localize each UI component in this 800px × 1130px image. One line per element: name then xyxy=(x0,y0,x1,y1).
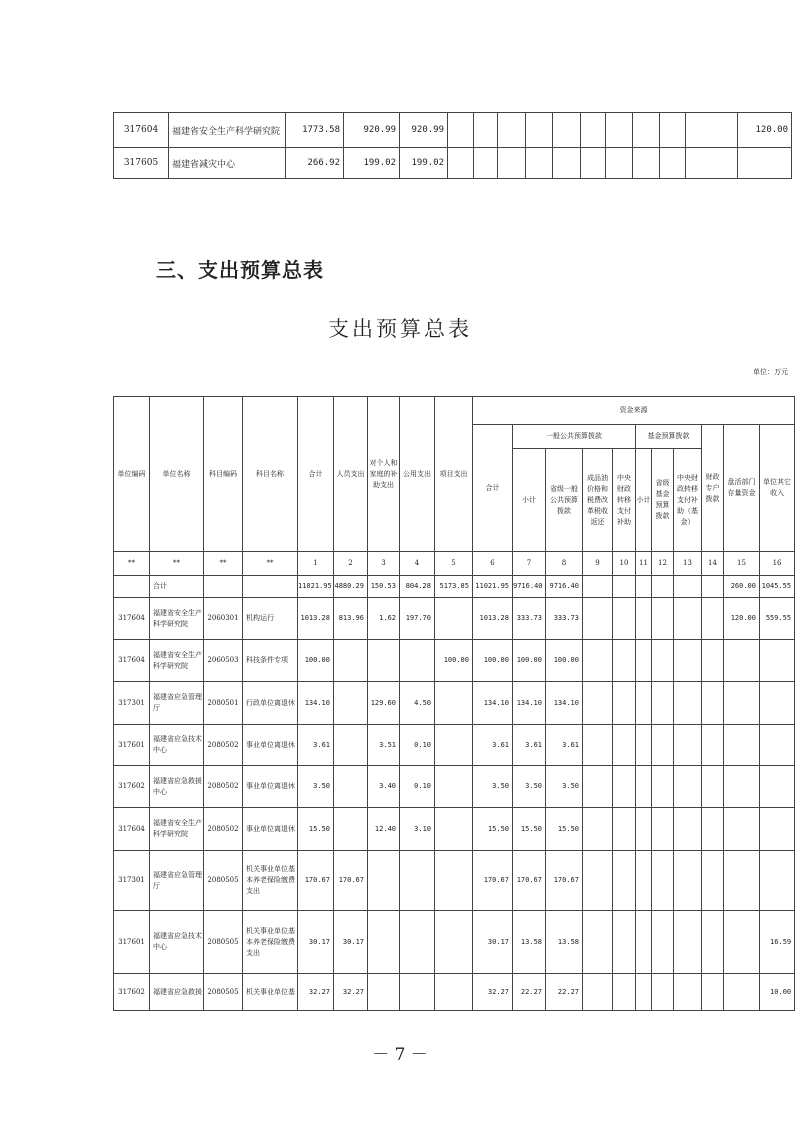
value-cell xyxy=(633,148,660,179)
value-cell: 11021.95 xyxy=(298,576,334,598)
value-cell: 9716.40 xyxy=(513,576,546,598)
value-cell xyxy=(738,148,792,179)
value-cell xyxy=(660,148,686,179)
header-personnel: 人员支出 xyxy=(334,397,368,552)
value-cell: 5173.85 xyxy=(435,576,473,598)
header-central-transfer: 中央财政转移支付补助 xyxy=(613,449,636,552)
value-cell: 32.27 xyxy=(298,974,334,1011)
value-cell xyxy=(583,640,613,682)
subject-name-cell: 事业单位离退休 xyxy=(243,725,298,766)
value-cell xyxy=(660,113,686,148)
value-cell: 3.50 xyxy=(546,766,583,808)
unit-code-cell: 317301 xyxy=(114,682,150,725)
value-cell xyxy=(760,851,795,911)
value-cell: 920.99 xyxy=(400,113,448,148)
header-price-tax-refund: 成品油价格和税费改革税收返还 xyxy=(583,449,613,552)
value-cell xyxy=(613,598,636,640)
header-total: 合计 xyxy=(298,397,334,552)
value-cell: 1.62 xyxy=(368,598,400,640)
unit-name-cell: 福建省应急管理厅 xyxy=(150,682,204,725)
value-cell xyxy=(652,808,674,851)
value-cell: 3.61 xyxy=(546,725,583,766)
value-cell xyxy=(583,766,613,808)
value-cell xyxy=(613,766,636,808)
header-funding-source: 资金来源 xyxy=(473,397,795,425)
column-marker: ** xyxy=(114,552,150,576)
value-cell xyxy=(435,974,473,1011)
value-cell xyxy=(435,682,473,725)
value-cell xyxy=(613,808,636,851)
value-cell: 15.50 xyxy=(298,808,334,851)
value-cell: 15.50 xyxy=(546,808,583,851)
value-cell xyxy=(702,974,724,1011)
table-row xyxy=(114,682,795,725)
unit-code-cell: 317605 xyxy=(114,148,169,179)
value-cell xyxy=(724,766,760,808)
value-cell xyxy=(448,113,474,148)
value-cell: 12.40 xyxy=(368,808,400,851)
total-label: 合计 xyxy=(150,576,204,598)
value-cell xyxy=(334,640,368,682)
value-cell: 3.51 xyxy=(368,725,400,766)
value-cell xyxy=(702,725,724,766)
header-unit-name: 单位名称 xyxy=(150,397,204,552)
table-row xyxy=(114,598,795,640)
value-cell xyxy=(526,113,553,148)
value-cell xyxy=(581,113,606,148)
value-cell xyxy=(760,725,795,766)
value-cell xyxy=(674,911,702,974)
table-row xyxy=(114,148,792,179)
value-cell xyxy=(498,148,526,179)
header-prov-fund: 省级基金预算拨款 xyxy=(652,449,674,552)
value-cell xyxy=(474,113,498,148)
value-cell xyxy=(583,682,613,725)
value-cell xyxy=(702,682,724,725)
subject-name-cell: 科技条件专项 xyxy=(243,640,298,682)
value-cell xyxy=(702,851,724,911)
value-cell xyxy=(686,148,738,179)
value-cell xyxy=(652,640,674,682)
value-cell xyxy=(702,576,724,598)
value-cell: 3.40 xyxy=(368,766,400,808)
unit-code-cell: 317301 xyxy=(114,851,150,911)
value-cell xyxy=(760,766,795,808)
value-cell xyxy=(368,911,400,974)
value-cell xyxy=(652,725,674,766)
header-subject-code: 科目编码 xyxy=(204,397,243,552)
value-cell: 15.50 xyxy=(513,808,546,851)
value-cell: 134.10 xyxy=(473,682,513,725)
value-cell xyxy=(435,808,473,851)
value-cell: 199.02 xyxy=(400,148,448,179)
unit-name-cell: 福建省应急技术中心 xyxy=(150,725,204,766)
value-cell: 3.61 xyxy=(473,725,513,766)
column-number: 4 xyxy=(400,552,435,576)
unit-label: 单位：万元 xyxy=(753,368,788,376)
value-cell: 170.67 xyxy=(513,851,546,911)
value-cell: 260.00 xyxy=(724,576,760,598)
value-cell xyxy=(636,911,652,974)
value-cell xyxy=(724,851,760,911)
value-cell xyxy=(724,682,760,725)
value-cell xyxy=(334,682,368,725)
value-cell xyxy=(652,974,674,1011)
value-cell xyxy=(613,725,636,766)
value-cell xyxy=(702,640,724,682)
value-cell xyxy=(636,576,652,598)
unit-name-cell: 福建省应急救援 xyxy=(150,974,204,1011)
value-cell xyxy=(674,766,702,808)
value-cell: 170.67 xyxy=(473,851,513,911)
value-cell xyxy=(674,682,702,725)
value-cell xyxy=(553,148,581,179)
unit-code-cell: 317601 xyxy=(114,911,150,974)
value-cell: 129.60 xyxy=(368,682,400,725)
value-cell xyxy=(702,911,724,974)
value-cell: 134.10 xyxy=(513,682,546,725)
value-cell: 3.50 xyxy=(513,766,546,808)
table-row xyxy=(114,113,792,148)
column-number: 13 xyxy=(674,552,702,576)
value-cell: 1013.28 xyxy=(298,598,334,640)
value-cell xyxy=(613,682,636,725)
table-row xyxy=(114,725,795,766)
unit-name-cell: 福建省应急管理厅 xyxy=(150,851,204,911)
header-central-fund: 中央财政转移支付补助（基金） xyxy=(674,449,702,552)
value-cell: 120.00 xyxy=(724,598,760,640)
value-cell: 3.61 xyxy=(298,725,334,766)
header-other-income: 单位其它收入 xyxy=(760,425,795,552)
header-public: 公用支出 xyxy=(400,397,435,552)
unit-code-cell: 317604 xyxy=(114,598,150,640)
column-number: 8 xyxy=(546,552,583,576)
value-cell xyxy=(652,766,674,808)
unit-name-cell: 福建省减灾中心 xyxy=(169,148,286,179)
value-cell xyxy=(652,682,674,725)
value-cell: 15.50 xyxy=(473,808,513,851)
value-cell xyxy=(636,640,652,682)
subject-code-cell: 2060301 xyxy=(204,598,243,640)
value-cell: 1773.58 xyxy=(286,113,344,148)
value-cell: 22.27 xyxy=(546,974,583,1011)
value-cell: 4.50 xyxy=(400,682,435,725)
value-cell xyxy=(606,113,633,148)
value-cell xyxy=(400,911,435,974)
value-cell xyxy=(633,113,660,148)
value-cell: 30.17 xyxy=(298,911,334,974)
subject-code-cell: 2080501 xyxy=(204,682,243,725)
unit-name-cell: 福建省应急技术中心 xyxy=(150,911,204,974)
value-cell: 3.50 xyxy=(298,766,334,808)
value-cell xyxy=(583,725,613,766)
value-cell: 100.00 xyxy=(513,640,546,682)
value-cell: 100.00 xyxy=(546,640,583,682)
value-cell: 333.73 xyxy=(546,598,583,640)
value-cell xyxy=(334,725,368,766)
unit-code-cell: 317602 xyxy=(114,974,150,1011)
value-cell: 3.10 xyxy=(400,808,435,851)
previous-table-continuation xyxy=(113,112,792,179)
value-cell xyxy=(636,851,652,911)
value-cell: 30.17 xyxy=(334,911,368,974)
value-cell xyxy=(368,851,400,911)
column-number: 10 xyxy=(613,552,636,576)
table-row xyxy=(114,766,795,808)
value-cell: 3.61 xyxy=(513,725,546,766)
subject-name-cell: 事业单位离退休 xyxy=(243,808,298,851)
value-cell: 32.27 xyxy=(473,974,513,1011)
unit-code-cell: 317604 xyxy=(114,640,150,682)
value-cell xyxy=(724,640,760,682)
value-cell: 13.58 xyxy=(546,911,583,974)
subject-code-cell: 2080502 xyxy=(204,725,243,766)
column-number: 12 xyxy=(652,552,674,576)
value-cell: 100.00 xyxy=(435,640,473,682)
header-subtotal: 小计 xyxy=(513,449,546,552)
value-cell xyxy=(636,682,652,725)
value-cell xyxy=(613,640,636,682)
header-unit-code: 单位编码 xyxy=(114,397,150,552)
unit-name-cell: 福建省安全生产科学研究院 xyxy=(169,113,286,148)
value-cell xyxy=(702,808,724,851)
value-cell: 134.10 xyxy=(298,682,334,725)
header-general-budget: 一般公共预算拨款 xyxy=(513,425,636,449)
total-row xyxy=(114,576,795,598)
value-cell xyxy=(674,640,702,682)
subject-name-cell: 事业单位离退休 xyxy=(243,766,298,808)
value-cell xyxy=(400,640,435,682)
value-cell xyxy=(400,974,435,1011)
value-cell: 100.00 xyxy=(298,640,334,682)
subject-name-cell: 机关事业单位基本养老保险缴费支出 xyxy=(243,911,298,974)
value-cell xyxy=(613,911,636,974)
value-cell xyxy=(724,808,760,851)
value-cell xyxy=(435,725,473,766)
value-cell: 100.00 xyxy=(473,640,513,682)
value-cell xyxy=(686,113,738,148)
value-cell xyxy=(674,576,702,598)
value-cell xyxy=(760,682,795,725)
value-cell: 197.70 xyxy=(400,598,435,640)
value-cell xyxy=(435,911,473,974)
value-cell: 170.67 xyxy=(298,851,334,911)
column-number: 16 xyxy=(760,552,795,576)
value-cell xyxy=(724,725,760,766)
value-cell xyxy=(583,598,613,640)
column-number: 15 xyxy=(724,552,760,576)
unit-code-cell xyxy=(114,576,150,598)
value-cell xyxy=(606,148,633,179)
table-row xyxy=(114,911,795,974)
value-cell: 16.59 xyxy=(760,911,795,974)
section-heading: 三、支出预算总表 xyxy=(156,258,324,282)
column-number: 3 xyxy=(368,552,400,576)
unit-code-cell: 317604 xyxy=(114,113,169,148)
value-cell xyxy=(368,974,400,1011)
unit-code-cell: 317602 xyxy=(114,766,150,808)
value-cell: 0.10 xyxy=(400,766,435,808)
value-cell xyxy=(448,148,474,179)
value-cell xyxy=(760,808,795,851)
value-cell: 1013.28 xyxy=(473,598,513,640)
value-cell xyxy=(636,766,652,808)
subject-code-cell: 2080502 xyxy=(204,766,243,808)
value-cell xyxy=(636,974,652,1011)
value-cell xyxy=(526,148,553,179)
value-cell: 199.02 xyxy=(344,148,400,179)
table-row xyxy=(114,974,795,1011)
unit-name-cell: 福建省安全生产科学研究院 xyxy=(150,640,204,682)
subject-code-cell xyxy=(204,576,243,598)
unit-code-cell: 317601 xyxy=(114,725,150,766)
value-cell: 30.17 xyxy=(473,911,513,974)
value-cell xyxy=(435,766,473,808)
value-cell: 134.10 xyxy=(546,682,583,725)
value-cell: 3.50 xyxy=(473,766,513,808)
value-cell xyxy=(613,851,636,911)
column-marker: ** xyxy=(150,552,204,576)
page-number: － 7 － xyxy=(372,1045,428,1065)
top-table-body xyxy=(114,113,792,179)
value-cell xyxy=(652,851,674,911)
subject-code-cell: 2080505 xyxy=(204,974,243,1011)
column-marker: ** xyxy=(243,552,298,576)
value-cell: 1045.55 xyxy=(760,576,795,598)
value-cell xyxy=(724,974,760,1011)
header-prov-general: 省级一般公共预算拨款 xyxy=(546,449,583,552)
value-cell xyxy=(760,640,795,682)
column-number: 7 xyxy=(513,552,546,576)
column-number: 1 xyxy=(298,552,334,576)
value-cell xyxy=(652,911,674,974)
value-cell xyxy=(674,598,702,640)
value-cell xyxy=(724,911,760,974)
value-cell xyxy=(583,808,613,851)
value-cell xyxy=(636,808,652,851)
value-cell: 266.92 xyxy=(286,148,344,179)
subject-name-cell: 行政单位离退休 xyxy=(243,682,298,725)
subject-name-cell: 机构运行 xyxy=(243,598,298,640)
unit-name-cell: 福建省安全生产科学研究院 xyxy=(150,808,204,851)
table-row xyxy=(114,851,795,911)
table-title: 支出预算总表 xyxy=(328,317,472,341)
value-cell xyxy=(435,851,473,911)
unit-code-cell: 317604 xyxy=(114,808,150,851)
subject-code-cell: 2060503 xyxy=(204,640,243,682)
value-cell xyxy=(334,808,368,851)
value-cell: 333.73 xyxy=(513,598,546,640)
value-cell xyxy=(400,851,435,911)
header-subsidy: 对个人和家庭的补助支出 xyxy=(368,397,400,552)
value-cell xyxy=(334,766,368,808)
subject-name-cell: 机关事业单位基本养老保险缴费支出 xyxy=(243,851,298,911)
value-cell: 920.99 xyxy=(344,113,400,148)
value-cell: 10.00 xyxy=(760,974,795,1011)
value-cell xyxy=(613,974,636,1011)
value-cell: 9716.40 xyxy=(546,576,583,598)
header-source-total: 合计 xyxy=(473,425,513,552)
value-cell: 170.67 xyxy=(546,851,583,911)
value-cell: 22.27 xyxy=(513,974,546,1011)
subject-code-cell: 2080502 xyxy=(204,808,243,851)
subject-name-cell xyxy=(243,576,298,598)
value-cell: 32.27 xyxy=(334,974,368,1011)
value-cell xyxy=(553,113,581,148)
column-number: 6 xyxy=(473,552,513,576)
header-project: 项目支出 xyxy=(435,397,473,552)
value-cell xyxy=(702,766,724,808)
unit-name-cell: 福建省应急救援中心 xyxy=(150,766,204,808)
value-cell xyxy=(636,598,652,640)
value-cell xyxy=(652,576,674,598)
value-cell xyxy=(613,576,636,598)
value-cell xyxy=(652,598,674,640)
header-special-fund: 财政专户拨款 xyxy=(702,425,724,552)
value-cell xyxy=(583,851,613,911)
unit-name-cell: 福建省安全生产科学研究院 xyxy=(150,598,204,640)
value-cell xyxy=(674,851,702,911)
table-row xyxy=(114,808,795,851)
expenditure-table-body xyxy=(114,576,795,1011)
value-cell: 13.58 xyxy=(513,911,546,974)
value-cell: 804.28 xyxy=(400,576,435,598)
value-cell: 4880.29 xyxy=(334,576,368,598)
header-fund-subtotal: 小计 xyxy=(636,449,652,552)
value-cell xyxy=(583,974,613,1011)
header-subject-name: 科目名称 xyxy=(243,397,298,552)
column-number: 5 xyxy=(435,552,473,576)
value-cell: 813.96 xyxy=(334,598,368,640)
subject-code-cell: 2080505 xyxy=(204,911,243,974)
column-marker: ** xyxy=(204,552,243,576)
value-cell xyxy=(498,113,526,148)
value-cell xyxy=(583,576,613,598)
value-cell xyxy=(702,598,724,640)
header-revitalized: 盘活部门存量资金 xyxy=(724,425,760,552)
column-number: 11 xyxy=(636,552,652,576)
value-cell: 120.00 xyxy=(738,113,792,148)
value-cell xyxy=(581,148,606,179)
value-cell xyxy=(636,725,652,766)
value-cell: 170.67 xyxy=(334,851,368,911)
subject-code-cell: 2080505 xyxy=(204,851,243,911)
value-cell: 0.10 xyxy=(400,725,435,766)
value-cell xyxy=(674,725,702,766)
value-cell xyxy=(674,974,702,1011)
value-cell: 150.53 xyxy=(368,576,400,598)
value-cell xyxy=(435,598,473,640)
header-fund-budget: 基金预算拨款 xyxy=(636,425,702,449)
subject-name-cell: 机关事业单位基 xyxy=(243,974,298,1011)
expenditure-budget-table xyxy=(113,396,795,1011)
column-number: 14 xyxy=(702,552,724,576)
value-cell xyxy=(368,640,400,682)
column-number-row xyxy=(114,552,795,576)
value-cell: 559.55 xyxy=(760,598,795,640)
value-cell xyxy=(474,148,498,179)
column-number: 2 xyxy=(334,552,368,576)
value-cell xyxy=(674,808,702,851)
table-row xyxy=(114,640,795,682)
value-cell xyxy=(583,911,613,974)
value-cell: 11021.95 xyxy=(473,576,513,598)
column-number: 9 xyxy=(583,552,613,576)
